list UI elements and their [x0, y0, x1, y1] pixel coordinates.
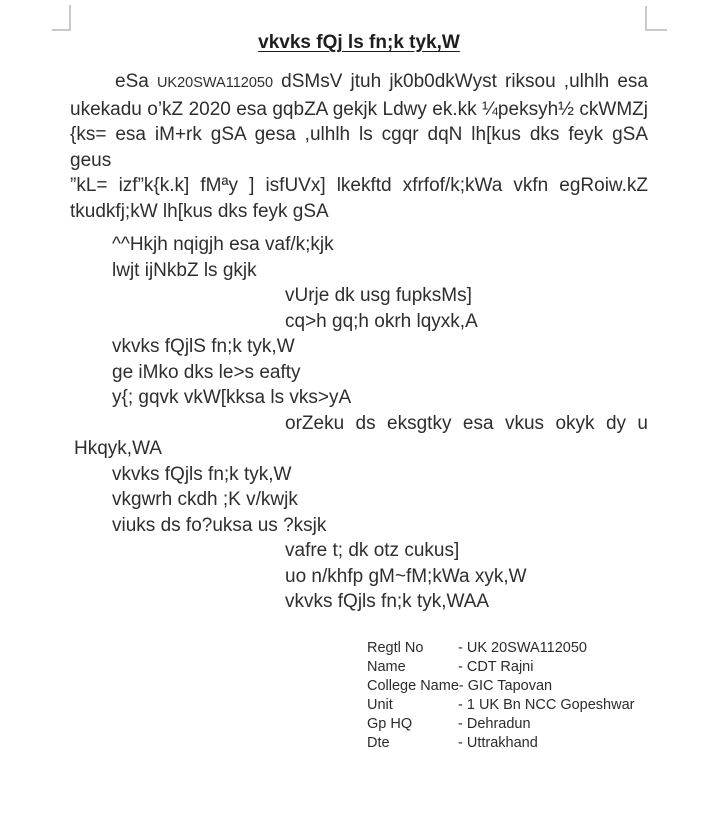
- paragraph-line-4: ”kL= izf”k{k.k] fMªy ] isfUVx] lkekftd xfrfof/k;kWa vkfn egRoiw.kZ: [70, 175, 648, 196]
- poem-line: vUrje dk usg fupksMs]: [285, 285, 472, 306]
- poem-line: vkvks fQjls fn;k tyk,W: [112, 463, 292, 485]
- regimental-number-inline: UK20SWA112050: [156, 75, 274, 91]
- paragraph-text: dSMsV jtuh jk0b0dkWyst riksou ,ulhlh esa: [281, 71, 648, 92]
- info-label: Regtl No: [367, 639, 424, 656]
- poem-line: viuks ds fo?uksa us ?ksjk: [112, 514, 327, 536]
- info-value: - CDT Rajni: [458, 658, 534, 675]
- info-row-college-name: [367, 677, 648, 696]
- paragraph-text: eSa: [115, 71, 149, 92]
- info-value: - GIC Tapovan: [458, 677, 553, 694]
- poem-line: ge iMko dks le>s eafty: [112, 361, 301, 383]
- poem-line: cq>h gq;h okrh lqyxk,A: [285, 310, 478, 332]
- info-row-dte: [367, 734, 648, 753]
- info-label: Name: [367, 658, 406, 675]
- cadet-info-table: [367, 639, 648, 753]
- info-label: College Name: [367, 677, 459, 694]
- poem-line: vafre t; dk otz cukus]: [285, 540, 460, 561]
- info-value: - Uttrakhand: [458, 734, 538, 751]
- page-title: vkvks fQj ls fn;k tyk,W: [258, 32, 460, 53]
- document-content: [70, 0, 648, 753]
- info-label: Unit: [367, 696, 393, 713]
- paragraph-line-5: tkudkfj;kW lh[kus dks feyk gSA: [70, 200, 329, 222]
- poem-line: Hkqyk,WA: [74, 438, 162, 459]
- info-row-name: [367, 658, 648, 677]
- paragraph-line-2: ukekadu o’kZ 2020 esa gqbZA gekjk Ldwy ek.kk ¼peksyh½ ckWMZj: [70, 98, 648, 120]
- info-label: Gp HQ: [367, 715, 413, 732]
- poem-line: y{; gqvk vkW[kksa ls vks>yA: [112, 387, 352, 408]
- poem-line: orZeku ds eksgtky esa vkus okyk dy u: [285, 412, 648, 434]
- paragraph-line-1: [70, 69, 648, 97]
- info-row-regtl-no: [367, 639, 648, 658]
- poem-line: vkgwrh ckdh ;K v/kwjk: [112, 489, 298, 510]
- info-value: - 1 UK Bn NCC Gopeshwar: [458, 696, 635, 713]
- info-value: - UK 20SWA112050: [458, 639, 587, 656]
- poem-line: uo n/khfp gM~fM;kWa xyk,W: [285, 565, 527, 587]
- info-row-gp-hq: [367, 715, 648, 734]
- page-corner-mark-left-icon: [52, 5, 71, 31]
- info-row-unit: [367, 696, 648, 715]
- page-corner-mark-right-icon: [645, 6, 667, 31]
- info-label: Dte: [367, 734, 390, 751]
- poem: [70, 232, 648, 615]
- poem-line: vkvks fQjlS fn;k tyk,W: [112, 336, 295, 357]
- poem-line: lwjt ijNkbZ ls gkjk: [112, 259, 257, 281]
- poem-line: vkvks fQjls fn;k tyk,WAA: [285, 591, 490, 612]
- poem-line: ^^Hkjh nqigjh esa vaf/k;kjk: [112, 234, 334, 255]
- intro-paragraph: [70, 69, 648, 224]
- info-value: - Dehradun: [458, 715, 531, 732]
- paragraph-line-3: {ks= esa iM+rk gSA gesa ,ulhlh ls cgqr dqN lh[kus dks feyk gSA geus: [70, 124, 648, 171]
